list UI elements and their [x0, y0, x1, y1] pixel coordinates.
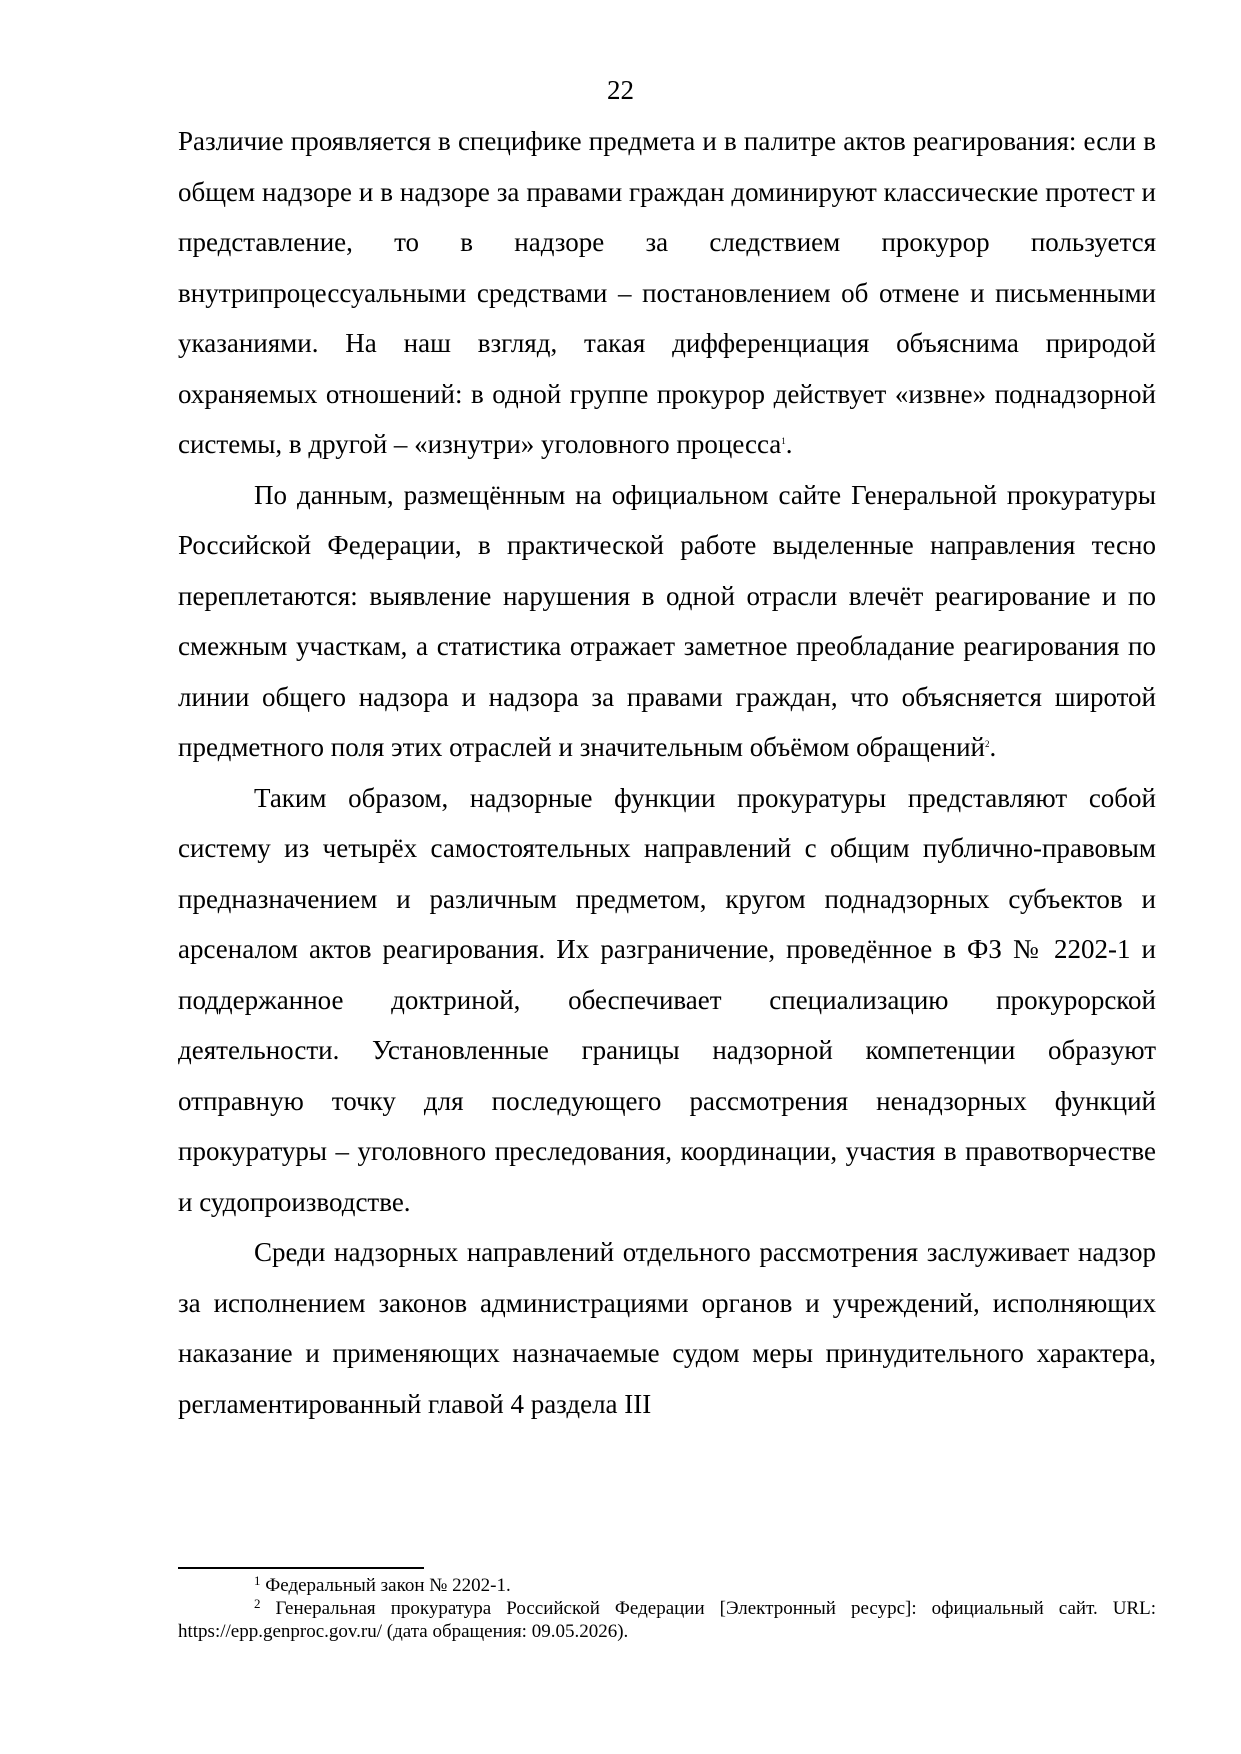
paragraph-2 [178, 470, 1156, 773]
footnote-ref-1[interactable]: 1 [781, 436, 786, 446]
footnotes [178, 1574, 1156, 1643]
paragraph-3 [178, 773, 1156, 1228]
body-text [178, 116, 1156, 1429]
footnote-2-mark: 2 [254, 1596, 261, 1611]
footnote-2-text: Генеральная прокуратура Российской Федерации [Электронный ресурс]: официальный сайт. URL: https://epp.genproc.gov.ru/ (дата обращения: 09.05.2026). [178, 1598, 1156, 1642]
footnote-separator [178, 1567, 424, 1569]
paragraph-2-text: По данным, размещённым на официальном сайте Генеральной прокуратуры Российской Федерации, в практической работе выделенные направления тесно переплетаются: выявление нарушения в одной отрасли влечёт реагирование и по смежным участкам, а статистика отражает заметное преобладание реагирования по линии общего надзора и надзора за правами граждан, что объясняется широтой предметного поля этих отраслей и значительным объёмом обращений [178, 479, 1156, 762]
paragraph-1-text: Различие проявляется в специфике предмета и в палитре актов реагирования: если в общем надзоре и в надзоре за правами граждан доминируют классические протест и представление, то в надзоре за следствием прокурор пользуется внутрипроцессуальными средствами – постановлением об отмене и письменными указаниями. На наш взгляд, такая дифференциация объяснима природой охраняемых отношений: в одной группе прокурор действует «извне» поднадзорной системы, в другой – «изнутри» уголовного процесса [178, 126, 1156, 459]
paragraph-4 [178, 1227, 1156, 1429]
footnote-1-text: Федеральный закон № 2202-1. [265, 1575, 511, 1596]
page-number: 22 [607, 75, 634, 105]
paragraph-4-text: Среди надзорных направлений отдельного рассмотрения заслуживает надзор за исполнением законов администрациями органов и учреждений, исполняющих наказание и применяющих назначаемые судом меры принудительного характера, регламентированный главой 4 раздела III [178, 1237, 1156, 1419]
paragraph-1-tail: . [785, 429, 793, 459]
paragraph-2-tail: . [989, 732, 997, 762]
paragraph-1 [178, 116, 1156, 470]
footnote-1 [178, 1574, 1156, 1597]
footnote-1-mark: 1 [254, 1573, 261, 1588]
footnote-2 [178, 1597, 1156, 1643]
paragraph-3-text: Таким образом, надзорные функции прокуратуры представляют собой систему из четырёх самостоятельных направлений с общим публично-правовым предназначением и различным предметом, кругом поднадзорных субъектов и арсеналом актов реагирования. Их разграничение, проведённое в ФЗ № 2202-1 и поддержанное доктриной, обеспечивает специализацию прокурорской деятельности. Установленные границы надзорной компетенции образуют отправную точку для последующего рассмотрения ненадзорных функций прокуратуры – уголовного преследования, координации, участия в правотворчестве и судопроизводстве. [178, 782, 1156, 1217]
footnote-ref-2[interactable]: 2 [985, 739, 990, 749]
